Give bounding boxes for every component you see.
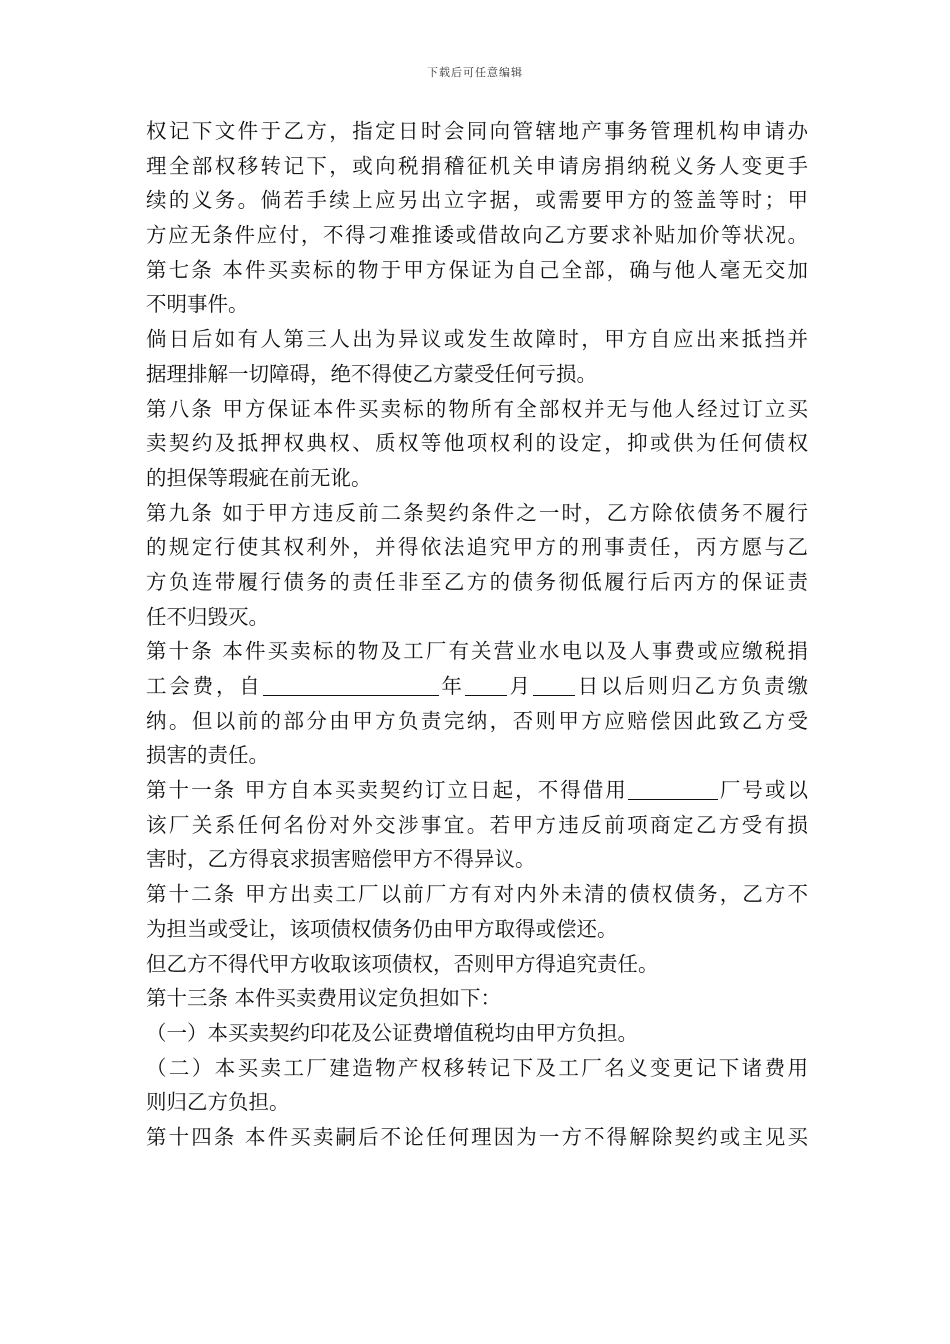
text-line: 方应无条件应付，不得刁难推诿或借故向乙方要求补贴加价等状况。 <box>146 223 808 248</box>
text-line: 为担当或受让，该项债权债务仍由甲方取得或偿还。 <box>146 916 618 941</box>
text-line: 权记下文件于乙方，指定日时会同向管辖地产事务管理机构申请办 <box>146 119 808 143</box>
text-line: 的担保等瑕疵在前无讹。 <box>146 465 372 490</box>
text-line: 第八条 甲方保证本件买卖标的物所有全部权并无与他人经过订立买 <box>146 396 808 421</box>
text-line: 纳。但以前的部分由甲方负责完纳，否则甲方应赔偿因此致乙方受 <box>146 708 808 733</box>
month-label: 月 <box>506 674 533 698</box>
text-line: （二）本买卖工厂建造物产权移转记下及工厂名义变更记下诸费用 <box>146 1055 808 1080</box>
text-line: （一）本买卖契约印花及公证费增值税均由甲方负担。 <box>146 1020 638 1045</box>
factory-name-blank <box>628 777 718 800</box>
factory-name-suffix: 厂号或以 <box>717 778 808 803</box>
text-line: 损害的责任。 <box>146 743 269 768</box>
text-line-fee-date <box>146 669 808 704</box>
year-label: 年 <box>438 674 465 698</box>
text-line: 理全部权移转记下，或向税捐稽征机关申请房捐纳税义务人变更手 <box>146 153 808 178</box>
text-line: 第十条 本件买卖标的物及工厂有关营业水电以及人事费或应缴税捐 <box>146 639 808 664</box>
text-block-2 <box>146 704 808 773</box>
fee-date-prefix: 工会费，自 <box>146 674 263 698</box>
text-line: 的规定行使其权利外，并得依法追究甲方的刑事责任，丙方愿与乙 <box>146 535 808 560</box>
text-block-3 <box>146 808 808 1155</box>
text-line: 续的义务。倘若手续上应另出立字据，或需要甲方的签盖等时；甲 <box>146 188 808 213</box>
text-line: 任不归毁灭。 <box>146 604 269 629</box>
text-line: 则归乙方负担。 <box>146 1090 290 1115</box>
factory-name-prefix: 第十一条 甲方自本买卖契约订立日起，不得借用 <box>146 778 628 803</box>
day-blank <box>533 673 575 696</box>
text-line: 第十二条 甲方出卖工厂以前厂方有对内外未清的债权债务，乙方不 <box>146 882 808 907</box>
fee-date-suffix: 日以后则归乙方负责缴 <box>574 674 808 698</box>
document-body <box>146 114 808 1155</box>
text-line: 方负连带履行债务的责任非至乙方的债务彻低履行后丙方的保证责 <box>146 569 808 594</box>
text-line-factory-name <box>146 773 808 808</box>
text-line: 倘日后如有人第三人出为异议或发生故障时，甲方自应出来抵挡并 <box>146 327 808 352</box>
text-line: 不明事件。 <box>146 292 249 317</box>
text-block-1 <box>146 114 808 669</box>
text-line: 但乙方不得代甲方收取该项债权，否则甲方得追究责任。 <box>146 951 659 976</box>
year-blank <box>263 673 439 696</box>
text-line: 第七条 本件买卖标的物于甲方保证为自己全部，确与他人毫无交加 <box>146 257 808 282</box>
text-line: 害时，乙方得哀求损害赔偿甲方不得异议。 <box>146 847 536 872</box>
page-header: 下载后可任意编辑 <box>427 66 523 79</box>
text-line: 该厂关系任何名份对外交涉事宜。若甲方违反前项商定乙方受有损 <box>146 812 808 837</box>
text-line: 卖契约及抵押权典权、质权等他项权利的设定，抑或供为任何债权 <box>146 431 808 456</box>
text-line: 第十三条 本件买卖费用议定负担如下： <box>146 986 502 1011</box>
text-line: 据理排解一切障碍，绝不得使乙方蒙受任何亏损。 <box>146 361 597 386</box>
month-blank <box>465 673 507 696</box>
text-line: 第九条 如于甲方违反前二条契约条件之一时，乙方除依债务不履行 <box>146 500 808 525</box>
text-line: 第十四条 本件买卖嗣后不论任何理因为一方不得解除契约或主见买 <box>146 1124 808 1149</box>
